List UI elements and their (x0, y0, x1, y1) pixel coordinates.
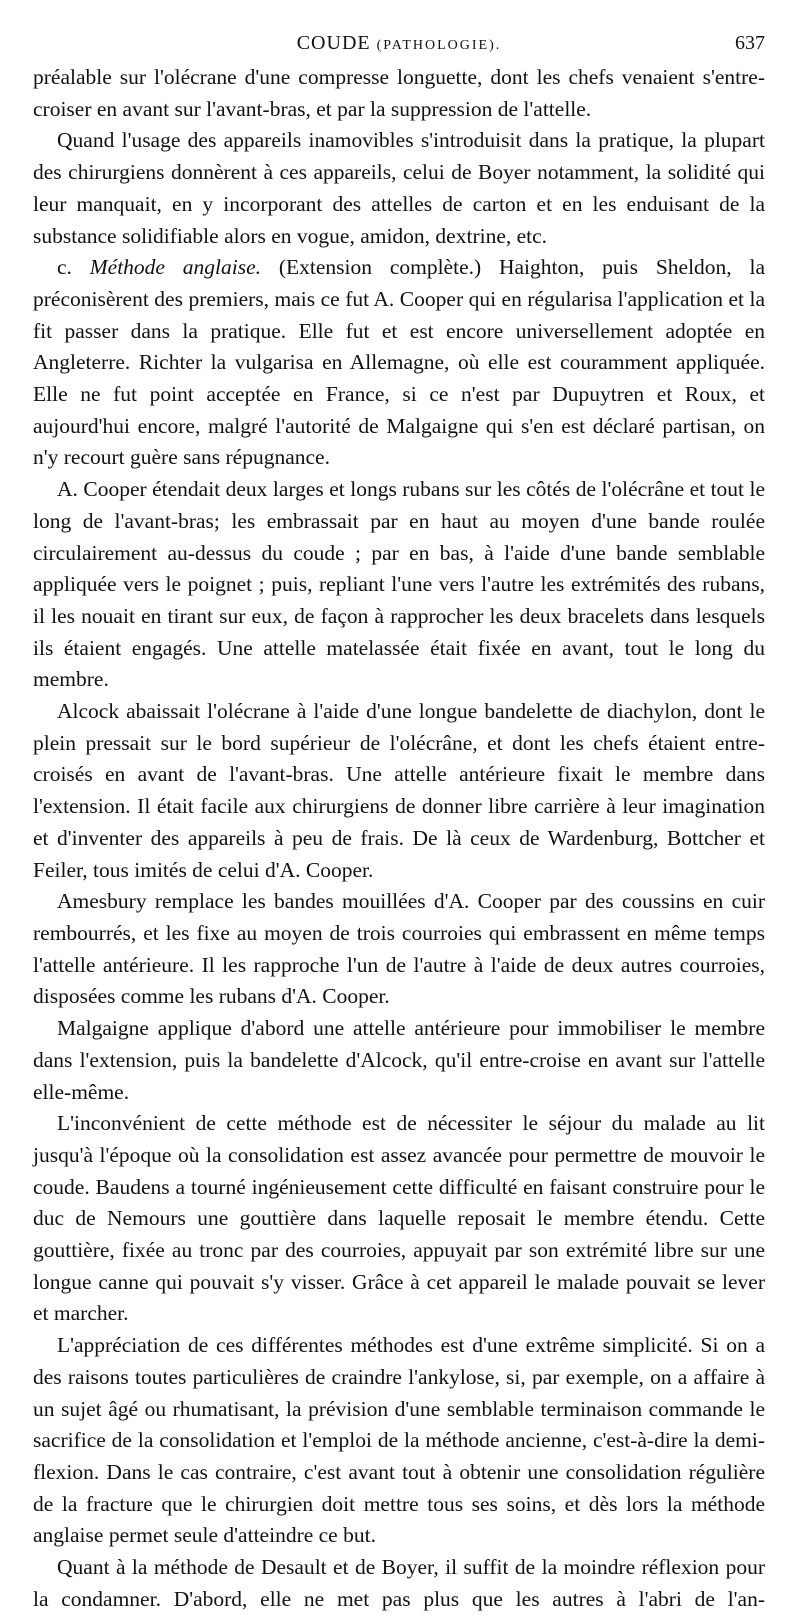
paragraph-1: préalable sur l'olécrane d'une compresse longuette, dont les chefs venaient s'entre-croiser en avant sur l'avant-bras, et par la suppression de l'attelle. (33, 65, 765, 121)
running-head-subtitle: (PATHOLOGIE). (376, 38, 502, 53)
page-header (33, 30, 765, 62)
paragraph-8: L'inconvénient de cette méthode est de nécessiter le séjour du malade au lit jusqu'à l'époque où la consolidation est assez avancée pour permettre de mouvoir le coude. Baudens a tourné ingénieusement cette difficulté en faisant construire pour le duc de Nemours une gouttière dans laquelle reposait le membre étendu. Cette gouttière, fixée au tronc par des courroies, appuyait par son extrémité libre sur une longue canne qui pouvait s'y visser. Grâce à cet appareil le malade pouvait se lever et marcher. (33, 1111, 765, 1326)
body-text (33, 62, 765, 1615)
running-head (33, 32, 765, 55)
paragraph-5: Alcock abaissait l'olécrane à l'aide d'une longue bandelette de diachylon, dont le plein pressait sur le bord supérieur de l'olécrâne, et dont les chefs étaient entre-croisés en avant de l'avant-bras. Une attelle antérieure fixait le membre dans l'extension. Il était facile aux chirurgiens de donner libre carrière à leur imagination et d'inventer des appareils à peu de frais. De là ceux de Wardenburg, Bottcher et Feiler, tous imités de celui d'A. Cooper. (33, 699, 765, 882)
paragraph-6: Amesbury remplace les bandes mouillées d'A. Cooper par des coussins en cuir rembourrés, et les fixe au moyen de trois courroies qui embrassent en même temps l'attelle antérieure. Il les rapproche l'un de l'autre à l'aide de deux autres courroies, disposées comme les rubans d'A. Cooper. (33, 889, 765, 1009)
paragraph-4: A. Cooper étendait deux larges et longs rubans sur les côtés de l'olécrâne et tout le long de l'avant-bras; les embrassait par en haut au moyen d'une bande roulée circulairement au-dessus du coude ; par en bas, à l'aide d'une bande semblable appliquée vers le poignet ; puis, repliant l'une vers l'autre les extrémités des rubans, il les nouait en tirant sur eux, de façon à rapprocher les deux bracelets dans lesquels ils étaient engagés. Une attelle matelassée était fixée en avant, tout le long du membre. (33, 477, 765, 692)
running-head-title: COUDE (296, 32, 371, 54)
page-number: 637 (735, 32, 765, 54)
section-marker: c. (57, 255, 90, 280)
book-page (33, 30, 765, 1615)
section-title: Méthode anglaise. (89, 255, 262, 280)
paragraph-10: Quant à la méthode de Desault et de Boyer, il suffit de la moindre réflexion pour la condamner. D'abord, elle ne met pas plus que les autres à l'abri de l'an- (33, 1555, 765, 1611)
paragraph-2: Quand l'usage des appareils inamovibles s'introduisit dans la pratique, la plupart des chirurgiens donnèrent à ces appareils, celui de Boyer notamment, la solidité qui leur manquait, en y incorporant des attelles de carton et en les enduisant de la substance solidifiable alors en vogue, amidon, dextrine, etc. (33, 128, 765, 248)
paragraph-3: c. Méthode anglaise. (Extension complète.) Haighton, puis Sheldon, la préconisèrent des premiers, mais ce fut A. Cooper qui en régularisa l'application et la fit passer dans la pratique. Elle fut et est encore universellement adoptée en Angleterre. Richter la vulgarisa en Allemagne, où elle est couramment appliquée. Elle ne fut point acceptée en France, si ce n'est par Dupuytren et Roux, et aujourd'hui encore, malgré l'autorité de Malgaigne qui s'en est déclaré partisan, on n'y recourt guère sans répugnance. (33, 255, 766, 470)
paragraph-9: L'appréciation de ces différentes méthodes est d'une extrême simplicité. Si on a des raisons toutes particulières de craindre l'ankylose, si, par exemple, on a affaire à un sujet âgé ou rhumatisant, la prévision d'une semblable terminaison commande le sacrifice de la consolidation et l'emploi de la méthode ancienne, c'est-à-dire la demi-flexion. Dans le cas contraire, c'est avant tout à obtenir une consolidation régulière de la fracture que le chirurgien doit mettre tous ses soins, et dès lors la méthode anglaise permet seule d'atteindre ce but. (33, 1333, 765, 1548)
paragraph-7: Malgaigne applique d'abord une attelle antérieure pour immobiliser le membre dans l'extension, puis la bandelette d'Alcock, qu'il entre-croise en avant sur l'attelle elle-même. (33, 1016, 765, 1104)
